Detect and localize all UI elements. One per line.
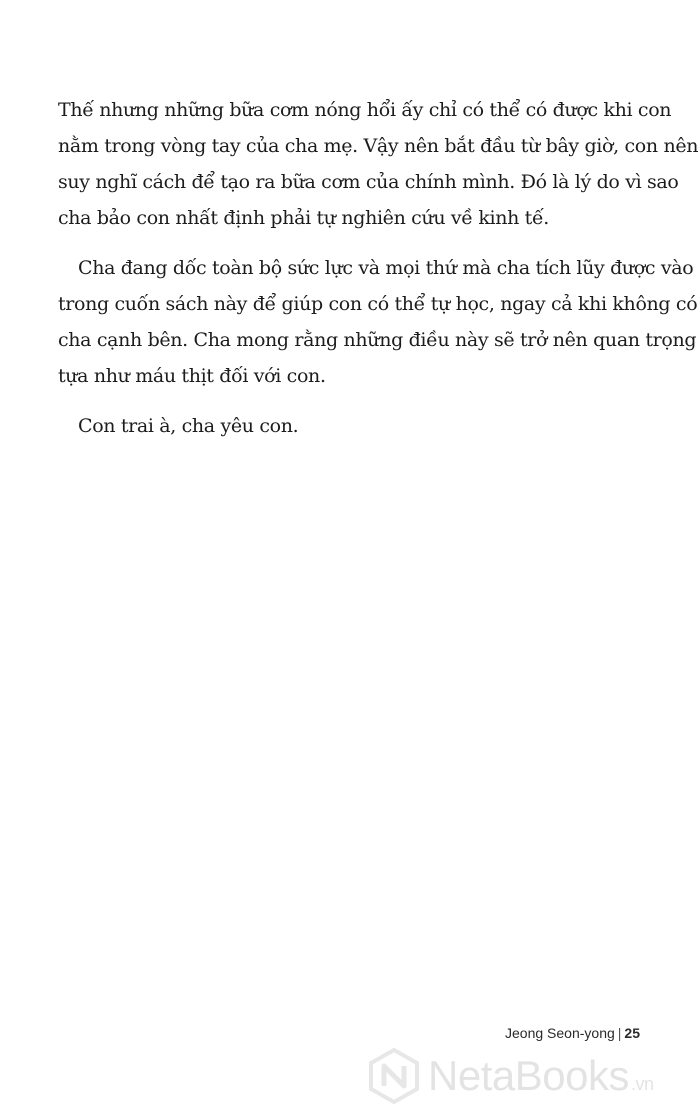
watermark-text: [428, 1052, 653, 1100]
footer-separator: |: [617, 1025, 622, 1041]
paragraph-1: [58, 92, 699, 236]
text-line: cha bảo con nhất định phải tự nghiên cứu về kinh tế.: [58, 207, 549, 229]
text-line: tựa như máu thịt đối với con.: [58, 365, 326, 387]
text-line: nằm trong vòng tay của cha mẹ. Vậy nên bắt đầu từ bây giờ, con nên: [58, 135, 699, 157]
netabooks-logo-icon: [368, 1048, 420, 1104]
watermark-name: NetaBooks: [428, 1052, 629, 1099]
watermark: [368, 1048, 653, 1104]
paragraph-3: [58, 408, 648, 444]
text-line: trong cuốn sách này để giúp con có thể tự học, ngay cả khi không có: [58, 293, 698, 315]
text-line: Con trai à, cha yêu con.: [78, 415, 299, 437]
text-line: Thế nhưng những bữa cơm nóng hổi ấy chỉ có thể có được khi con: [58, 99, 672, 121]
paragraph-2: [58, 250, 698, 394]
body-text: [58, 92, 699, 458]
text-line: cha cạnh bên. Cha mong rằng những điều này sẽ trở nên quan trọng: [58, 329, 697, 351]
text-line: suy nghĩ cách để tạo ra bữa cơm của chính mình. Đó là lý do vì sao: [58, 171, 679, 193]
watermark-tld: .vn: [630, 1074, 654, 1094]
author-name: Jeong Seon-yong: [505, 1025, 615, 1041]
text-line: Cha đang dốc toàn bộ sức lực và mọi thứ mà cha tích lũy được vào: [78, 257, 694, 279]
page-number: 25: [624, 1025, 640, 1041]
page-footer: [505, 1025, 640, 1041]
